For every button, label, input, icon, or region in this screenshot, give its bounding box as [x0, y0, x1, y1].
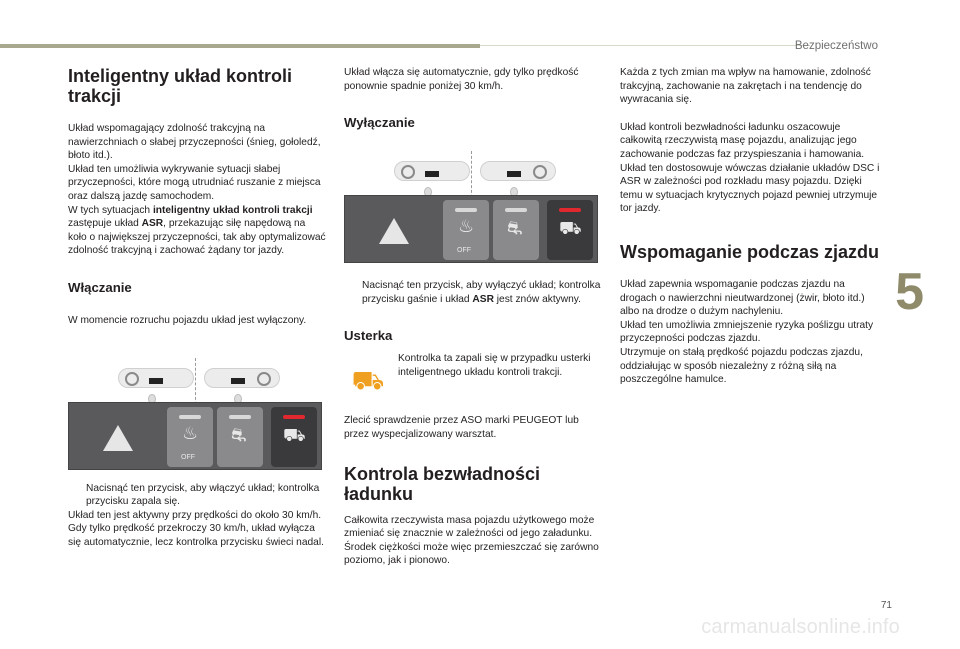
watermark: carmanualsonline.info	[701, 616, 900, 638]
off-label: OFF	[457, 247, 471, 255]
steering-column-left	[118, 368, 194, 388]
steering-wheel-icon	[401, 165, 415, 179]
column-right	[620, 66, 880, 387]
bullet-switch-on: Nacisnąć ten przycisk, aby włączyć układ; kontrolka przycisku zapala się.	[86, 482, 320, 508]
button-led	[505, 208, 527, 212]
heading-hill-descent: Wspomaganie podczas zjazdu	[620, 241, 880, 262]
key-icon	[507, 171, 521, 177]
button-esp-off[interactable]	[443, 200, 489, 260]
paragraph-intro-2: Układ ten umożliwia wykrywanie sytuacji słabej przyczepności, które mogą utrudniać ruszanie z miejsca oraz dalszą jazdę samochodem.	[68, 163, 321, 202]
esp-car-icon: ♨	[182, 422, 199, 443]
button-esp-off[interactable]	[167, 407, 213, 467]
paragraph-speed-2: Gdy tylko prędkość przekroczy 30 km/h, układ wyłącza się automatycznie, lecz kontrolka przycisku świeci nadal.	[68, 523, 324, 548]
paragraph-hill-2: Układ ten umożliwia zmniejszenie ryzyka poślizgu utraty przyczepności podczas zjazdu.	[620, 319, 874, 345]
header-rule	[0, 44, 480, 48]
chapter-number: 5	[895, 263, 924, 321]
paragraph-switch-on: W momencie rozruchu pojazdu układ jest wyłączony.	[68, 314, 307, 326]
paragraph-intro-1: Układ wspomagający zdolność trakcyjną na nawierzchniach o słabej przyczepności (śnieg, gołoledź, błoto itd.).	[68, 123, 321, 162]
heading-load-control: Kontrola bezwładności ładunku	[344, 463, 541, 504]
section-title: Bezpieczeństwo	[794, 40, 878, 52]
button-led	[455, 208, 477, 212]
paragraph-speed-1: Układ ten jest aktywny przy prędkości do około 30 km/h.	[68, 509, 322, 521]
key-icon	[231, 378, 245, 384]
button-led	[179, 415, 201, 419]
paragraph-load-effects: Każda z tych zmian ma wpływ na hamowanie, zdolność trakcyjną, zachowanie na zakrętach i na tendencję do wywracania się.	[620, 67, 871, 106]
traction-control-icon: ⛟	[559, 218, 582, 239]
header-rule-thin	[480, 45, 810, 46]
button-led	[559, 208, 581, 212]
paragraph-intro-3: W tych sytuacjach inteligentny układ kontroli trakcji zastępuje układ ASR, przekazując siłę napędową na koło o największej przyczepności, tak aby optymalizować zdolność trakcyjną i zachować żądany tor jazdy.	[68, 204, 326, 257]
paragraph-fault-service: Zlecić sprawdzenie przez ASO marki PEUGEOT lub przez wyspecjalizowany warsztat.	[344, 415, 579, 440]
button-led	[283, 415, 305, 419]
paragraph-hill-1: Układ zapewnia wspomaganie podczas zjazdu na drogach o nawierzchni nieutwardzonej (żwir, błoto itd.) albo na drodze o dużym nachyleniu.	[620, 278, 865, 318]
fault-warning	[344, 352, 602, 412]
button-traction-control[interactable]	[547, 200, 593, 260]
figure-button-off	[344, 151, 598, 263]
esp-car-icon: ♨	[458, 216, 475, 237]
heading-switch-on: Włączanie	[68, 279, 132, 295]
dashboard-panel	[344, 195, 598, 263]
hill-descent-icon: ⛐	[507, 218, 523, 239]
figure-button-on	[68, 358, 322, 470]
paragraph-load-adjust: Układ ten dostosowuje wówczas działanie układów DSC i ASR w zależności pod rozkładu masy pojazdu. Dzięki temu w sytuacjach krytycznych pojazd pewniej utrzymuje tor jazdy.	[620, 162, 880, 215]
heading-traction-control: Inteligentny układ kontroli trakcji	[68, 66, 293, 106]
column-left	[68, 66, 326, 550]
paragraph-load-control: Całkowita rzeczywista masa pojazdu użytkowego może zmieniać się znacznie w zależności od jego załadunku. Środek ciężkości może więc przemieszczać się zarówno poziomo, jak i pionowo.	[344, 514, 599, 567]
bullet-switch-off: Nacisnąć ten przycisk, aby wyłączyć układ; kontrolka przycisku gaśnie i układ ASR jest znów aktywny.	[362, 280, 601, 305]
steering-column-right	[480, 161, 556, 181]
button-traction-control[interactable]	[271, 407, 317, 467]
paragraph-fault-light: Kontrolka ta zapali się w przypadku usterki inteligentnego układu kontroli trakcji.	[398, 353, 591, 378]
column-middle	[344, 66, 602, 568]
key-icon	[425, 171, 439, 177]
steering-wheel-icon	[257, 372, 271, 386]
key-icon	[149, 378, 163, 384]
traction-fault-warning-icon: ⛟	[351, 365, 385, 396]
button-hill-descent[interactable]	[493, 200, 539, 260]
heading-fault: Usterka	[344, 328, 393, 344]
button-led	[229, 415, 251, 419]
traction-control-icon: ⛟	[283, 424, 306, 445]
off-label: OFF	[181, 453, 195, 461]
heading-switch-off: Wyłączanie	[344, 115, 415, 131]
hazard-warning-icon	[103, 425, 133, 451]
page-number: 71	[880, 600, 892, 611]
paragraph-load-estimate: Układ kontroli bezwładności ładunku oszacowuje całkowitą rzeczywistą masę pojazdu, analizując jego zachowanie podczas faz przyspieszania i hamowania.	[620, 121, 865, 160]
hazard-warning-icon	[379, 218, 409, 244]
button-hill-descent[interactable]	[217, 407, 263, 467]
steering-column-left	[394, 161, 470, 181]
dashboard-panel	[68, 402, 322, 470]
steering-column-right	[204, 368, 280, 388]
steering-wheel-icon	[533, 165, 547, 179]
paragraph-auto-on: Układ włącza się automatycznie, gdy tylko prędkość ponownie spadnie poniżej 30 km/h.	[344, 67, 579, 92]
hill-descent-icon: ⛐	[231, 424, 247, 445]
paragraph-hill-3: Utrzymuje on stałą prędkość pojazdu podczas zjazdu, oddziałując w sposób niezależny z różną siłą na poszczególne hamulce.	[620, 346, 863, 386]
steering-wheel-icon	[125, 372, 139, 386]
